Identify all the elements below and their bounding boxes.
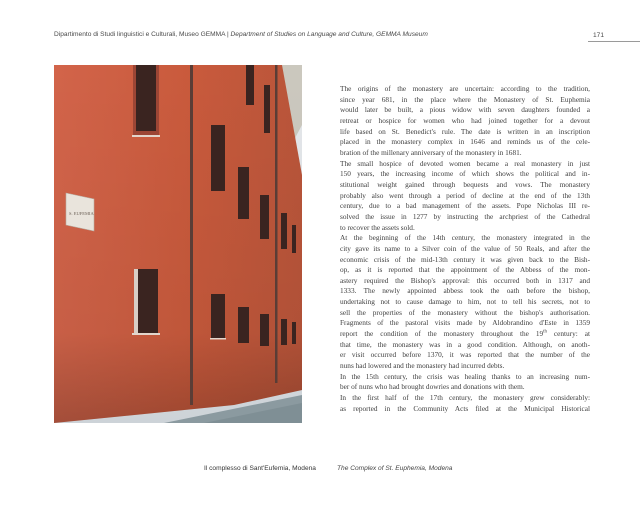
text-line: The small hospice of devoted women became a real monastery in just: [340, 158, 590, 168]
text-line: er visit occurred before 1370, it was reported that the number of the: [340, 350, 590, 360]
text-fragment: report the condition of the monastery throughout the 19: [340, 329, 544, 339]
building-photo: [54, 65, 302, 423]
text-line: 1333. The newly appointed abbess took the oath before the bishop,: [340, 286, 590, 296]
text-line: would later be built, a pious widow with seven daughters founded a: [340, 105, 590, 115]
header-department-english: Department of Studies on Language and Culture, GEMMA Museum: [230, 31, 428, 38]
text-line: bration of the millenary anniversary of the monastery in 1681.: [340, 147, 522, 157]
photo-caption-italian: Il complesso di Sant'Eufemia, Modena: [204, 465, 316, 472]
text-line: sell the properties of the monastery without the bishop's authorisation.: [340, 307, 590, 317]
text-line: retreat or hospice for women who had joined together for a devout: [340, 115, 590, 125]
text-line: probably also went through a period of decline at the end of the 13th: [340, 190, 590, 200]
text-line: ber of nuns who had brought dowries and donations with them.: [340, 382, 525, 392]
text-line: In the 15th century, the crisis was healing thanks to an increasing num-: [340, 371, 590, 381]
text-line: undertaking not to cause damage to him, not to tell his secrets, not to: [340, 297, 590, 307]
page-number: 171: [593, 32, 605, 39]
text-line-with-superscript: [340, 329, 590, 340]
text-fragment: century: at: [546, 329, 590, 339]
text-line: Fragments of the pastoral visits made by Aldobrandino d'Este in 1359: [340, 318, 590, 328]
text-line: stitutional weight gained through bequests and vows. The monastery: [340, 179, 590, 189]
text-line: solved the issue in 1277 by instructing the archpriest of the Cathedral: [340, 211, 590, 221]
text-line: since year 681, in the place where the Monastery of St. Euphemia: [340, 94, 590, 104]
text-line: life based on St. Benedict's rule. The date is written in an inscription: [340, 126, 590, 136]
text-line: economic crisis of the mid-13th century it was given back to the Bish-: [340, 254, 590, 264]
text-line: astery required the Bishop's approval: this occurred both in 1317 and: [340, 275, 590, 285]
main-body-text: [340, 84, 590, 414]
text-line: to recover the assets sold.: [340, 222, 415, 232]
header-rule: [588, 41, 640, 42]
text-line: 150 years, the increasing income of which shows the political and in-: [340, 169, 590, 179]
text-line: city gave its name to a Silver coin of the value of 50 Reals, and after the: [340, 243, 590, 253]
running-header: [54, 31, 584, 38]
street-plaque-text: S. EUFEMIA: [69, 211, 94, 216]
text-line: as reported in the Community Acts filed at the Municipal Historical: [340, 403, 590, 413]
text-line: placed in the monastery complex in 1646 and reminds us of the cele-: [340, 137, 590, 147]
text-line: nuns had lowered and the monastery had incurred debts.: [340, 361, 505, 371]
text-line: century, due to a bad management of the assets. Pope Nicholas III re-: [340, 201, 590, 211]
text-line: op, as it is reported that the appointment of the Abbess of the mon-: [340, 265, 590, 275]
text-line: At the beginning of the 14th century, the monastery integrated in the: [340, 233, 590, 243]
text-line: that time, the monastery was in a good condition. Although, on anoth-: [340, 339, 590, 349]
text-line: The origins of the monastery are uncertain: according to the tradition,: [340, 84, 590, 93]
text-line: In the first half of the 17th century, the monastery grew considerably:: [340, 393, 590, 403]
header-department-italian: Dipartimento di Studi linguistici e Culturali, Museo GEMMA |: [54, 31, 231, 38]
superscript-th: th: [543, 329, 547, 335]
photo-caption-english: The Complex of St. Euphemia, Modena: [337, 465, 453, 472]
